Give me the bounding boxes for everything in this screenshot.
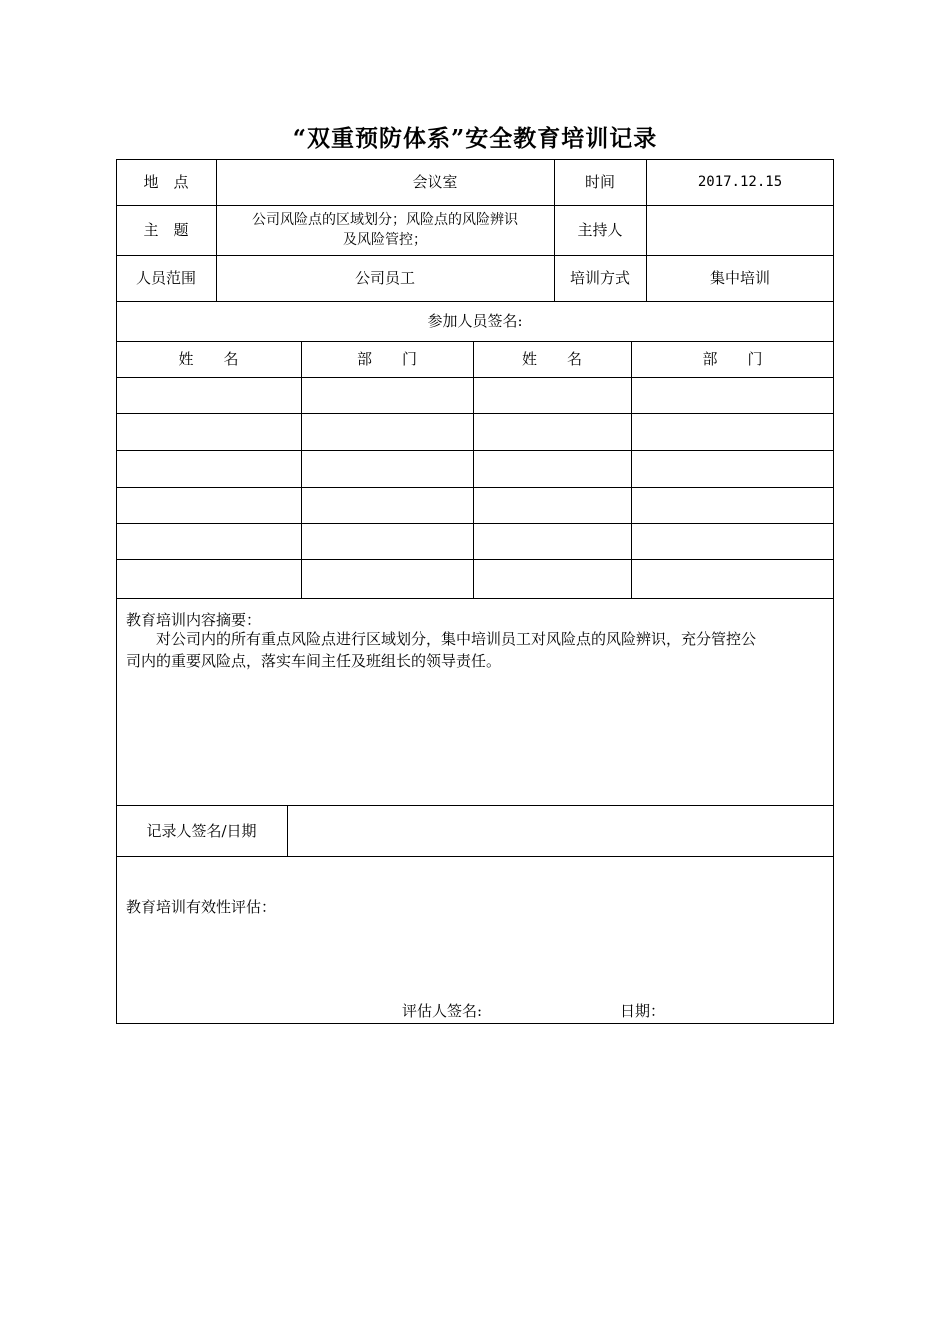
time-label: 时间 bbox=[584, 173, 615, 191]
attendee-name-cell[interactable] bbox=[116, 559, 301, 598]
attendance-heading-row bbox=[116, 301, 834, 341]
method-label: 培训方式 bbox=[569, 269, 630, 287]
evaluator-signature-label[interactable]: 评估人签名: bbox=[402, 1002, 483, 1020]
attendee-department-cell[interactable] bbox=[301, 523, 473, 559]
topic-value-line1: 公司风险点的区域划分；风险点的风险辨识 bbox=[252, 212, 518, 228]
scope-row bbox=[116, 255, 834, 301]
attendee-name-cell[interactable] bbox=[473, 559, 631, 598]
name-column-header: 姓 名 bbox=[521, 350, 582, 368]
attendee-department-cell[interactable] bbox=[301, 559, 473, 598]
attendance-row bbox=[116, 450, 834, 487]
summary-section[interactable] bbox=[126, 609, 828, 672]
department-column-header: 部 门 bbox=[356, 350, 417, 368]
attendance-row bbox=[116, 523, 834, 559]
attendee-department-cell[interactable] bbox=[631, 377, 834, 413]
attendance-header-row bbox=[116, 341, 834, 377]
attendee-name-cell[interactable] bbox=[473, 487, 631, 523]
attendee-department-cell[interactable] bbox=[301, 487, 473, 523]
attendee-name-cell[interactable] bbox=[473, 377, 631, 413]
summary-body-line1: 对公司内的所有重点风险点进行区域划分，集中培训员工对风险点的风险辨识，充分管控公 bbox=[126, 630, 757, 648]
attendee-department-cell[interactable] bbox=[631, 523, 834, 559]
recorder-signature-field[interactable] bbox=[287, 805, 834, 856]
attendee-name-cell[interactable] bbox=[473, 523, 631, 559]
attendee-name-cell[interactable] bbox=[473, 450, 631, 487]
attendee-name-cell[interactable] bbox=[116, 450, 301, 487]
evaluation-date-label[interactable]: 日期： bbox=[620, 1002, 666, 1020]
attendee-department-cell[interactable] bbox=[301, 377, 473, 413]
evaluation-heading: 教育培训有效性评估： bbox=[126, 898, 277, 916]
attendance-heading: 参加人员签名: bbox=[427, 312, 523, 330]
method-value[interactable]: 集中培训 bbox=[709, 269, 770, 287]
topic-value-line2: 及风险管控； bbox=[343, 232, 427, 248]
time-value[interactable]: 2017.12.15 bbox=[697, 174, 783, 190]
attendance-row bbox=[116, 413, 834, 450]
attendee-name-cell[interactable] bbox=[473, 413, 631, 450]
topic-label: 主 题 bbox=[143, 221, 189, 239]
attendee-name-cell[interactable] bbox=[116, 377, 301, 413]
attendee-department-cell[interactable] bbox=[301, 450, 473, 487]
summary-body-line2: 司内的重要风险点，落实车间主任及班组长的领导责任。 bbox=[126, 652, 502, 670]
attendee-name-cell[interactable] bbox=[116, 487, 301, 523]
topic-value[interactable] bbox=[216, 205, 554, 255]
summary-heading: 教育培训内容摘要： bbox=[126, 611, 262, 629]
page-title: “双重预防体系”安全教育培训记录 bbox=[292, 125, 658, 152]
host-label: 主持人 bbox=[577, 221, 623, 239]
attendee-department-cell[interactable] bbox=[631, 413, 834, 450]
location-value[interactable]: 会议室 bbox=[412, 173, 458, 191]
name-column-header: 姓 名 bbox=[178, 350, 239, 368]
host-value[interactable] bbox=[646, 205, 834, 255]
attendee-name-cell[interactable] bbox=[116, 523, 301, 559]
recorder-label: 记录人签名/日期 bbox=[146, 821, 257, 840]
attendee-department-cell[interactable] bbox=[631, 559, 834, 598]
attendee-name-cell[interactable] bbox=[116, 413, 301, 450]
attendee-department-cell[interactable] bbox=[301, 413, 473, 450]
location-row bbox=[116, 159, 834, 205]
attendance-row bbox=[116, 559, 834, 598]
scope-value[interactable]: 公司员工 bbox=[354, 269, 415, 287]
department-column-header: 部 门 bbox=[702, 350, 763, 368]
location-label: 地 点 bbox=[143, 173, 189, 191]
attendance-row bbox=[116, 487, 834, 523]
recorder-row bbox=[116, 805, 834, 856]
attendance-row bbox=[116, 377, 834, 413]
topic-row bbox=[116, 205, 834, 255]
attendee-department-cell[interactable] bbox=[631, 450, 834, 487]
attendee-department-cell[interactable] bbox=[631, 487, 834, 523]
scope-label: 人员范围 bbox=[135, 269, 196, 287]
